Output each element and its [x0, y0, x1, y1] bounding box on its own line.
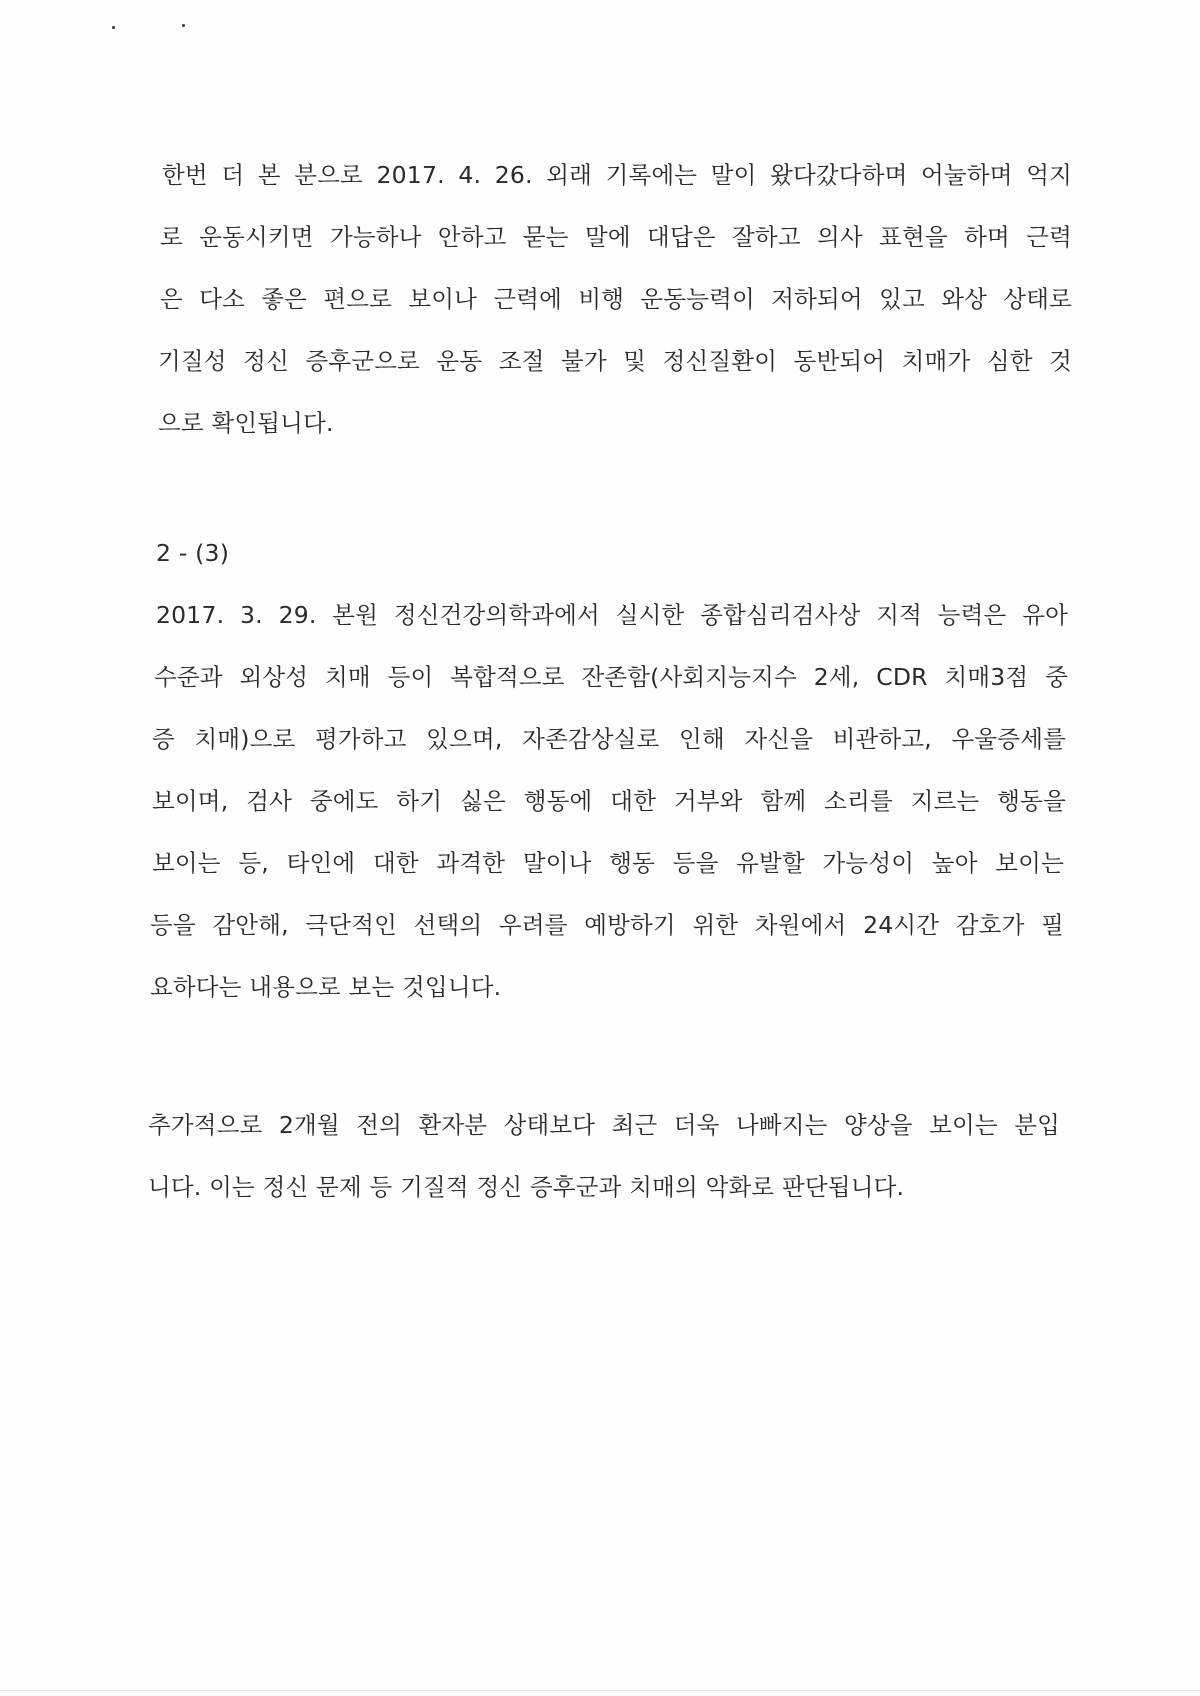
paragraph-line: 추가적으로 2개월 전의 환자분 상태보다 최근 더욱 나빠지는 양상을 보이는 분입: [148, 1111, 1060, 1139]
paragraph-line: 니다. 이는 정신 문제 등 기질적 정신 증후군과 치매의 악화로 판단됩니다.: [148, 1173, 905, 1201]
paragraph-line: 증 치매)으로 평가하고 있으며, 자존감상실로 인해 자신을 비관하고, 우울증세를: [152, 725, 1066, 753]
paragraph-line: 기질성 정신 증후군으로 운동 조절 불가 및 정신질환이 동반되어 치매가 심한 것: [158, 347, 1072, 375]
paragraph-line: 등을 감안해, 극단적인 선택의 우려를 예방하기 위한 차원에서 24시간 감호가 필: [150, 911, 1064, 939]
paragraph-line: 으로 확인됩니다.: [158, 409, 334, 437]
scan-speck: [182, 24, 185, 27]
paragraph-line: 2017. 3. 29. 본원 정신건강의학과에서 실시한 종합심리검사상 지적 능력은 유아: [156, 601, 1068, 629]
section-heading: 2 - (3): [156, 539, 230, 567]
scan-edge: [0, 1690, 1200, 1691]
paragraph-line: 보이는 등, 타인에 대한 과격한 말이나 행동 등을 유발할 가능성이 높아 보이는: [152, 849, 1064, 877]
scan-speck: [112, 26, 115, 29]
paragraph-line: 로 운동시키면 가능하나 안하고 묻는 말에 대답은 잘하고 의사 표현을 하며 근력: [160, 223, 1072, 251]
paragraph-line: 보이며, 검사 중에도 하기 싫은 행동에 대한 거부와 함께 소리를 지르는 행동을: [152, 787, 1066, 815]
paragraph-line: 은 다소 좋은 편으로 보이나 근력에 비행 운동능력이 저하되어 있고 와상 상태로: [160, 285, 1072, 313]
paragraph-line: 수준과 외상성 치매 등이 복합적으로 잔존함(사회지능지수 2세, CDR 치매3점 중: [154, 663, 1068, 691]
paragraph-line: 요하다는 내용으로 보는 것입니다.: [150, 973, 502, 1001]
paragraph-line: 한번 더 본 분으로 2017. 4. 26. 외래 기록에는 말이 왔다갔다하며 어눌하며 억지: [162, 161, 1072, 189]
